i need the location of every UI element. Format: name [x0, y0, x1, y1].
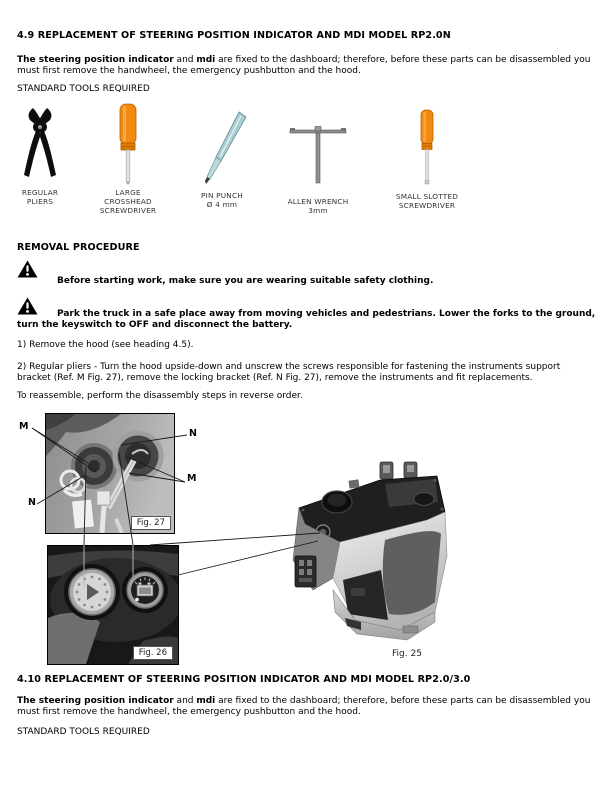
- callout-label-m-top-left: M: [19, 421, 29, 432]
- step-2-line-2: bracket (Ref. M Fig. 27), remove the locking bracket (Ref. N Fig. 27), remove the instruments and fit replacements.: [17, 373, 533, 383]
- removal-procedure-heading: REMOVAL PROCEDURE: [17, 242, 140, 253]
- section-4-10-intro: [17, 696, 601, 718]
- figure-27-caption: Fig. 27: [131, 516, 171, 530]
- figure-25-caption: Fig. 25: [392, 649, 422, 659]
- pliers-label: REGULAR PLIERS: [21, 188, 59, 206]
- slotted-screwdriver-icon: [377, 103, 477, 189]
- warning-triangle-icon-1: [17, 260, 38, 282]
- slotted-screwdriver-label: SMALL SLOTTED SCREWDRIVER: [395, 192, 459, 210]
- section-4-10-heading: 4.10 REPLACEMENT OF STEERING POSITION INDICATOR AND MDI MODEL RP2.0/3.0: [17, 674, 471, 685]
- warning-triangle-icon-2: [17, 297, 38, 319]
- figure-26-caption: Fig. 26: [133, 646, 173, 660]
- figure-27: [45, 413, 175, 534]
- tool-pin-punch: [172, 103, 272, 209]
- warning-2-line-1: Park the truck in a safe place away from moving vehicles and pedestrians. Lower the forks to the ground,: [57, 309, 596, 319]
- intro-line-1: The steering position indicator and mdi are fixed to the dashboard; therefore, before these parts can be disassembled you: [17, 55, 591, 65]
- standard-tools-heading-410: STANDARD TOOLS REQUIRED: [17, 727, 150, 737]
- reassembly-note: To reassemble, perform the disassembly steps in reverse order.: [17, 391, 303, 401]
- figure-25-illustration: [285, 460, 450, 650]
- allen-wrench-label: ALLEN WRENCH 3mm: [287, 197, 349, 215]
- warning-1-text: Before starting work, make sure you are wearing suitable safety clothing.: [57, 276, 434, 286]
- pin-punch-icon: [172, 103, 272, 188]
- intro-410-line-2: must first remove the handwheel, the emergency pushbutton and the hood.: [17, 707, 361, 717]
- pin-punch-label: PIN PUNCH Ø 4 mm: [201, 191, 243, 209]
- crosshead-screwdriver-icon: [82, 103, 174, 185]
- section-4-9-intro: [17, 55, 601, 77]
- warning-2-line-2: turn the keyswitch to OFF and disconnect the battery.: [17, 320, 293, 330]
- step-1: 1) Remove the hood (see heading 4.5).: [17, 340, 194, 350]
- intro-410-bold-steering: The steering position indicator: [17, 696, 174, 706]
- pliers-icon: [0, 103, 80, 185]
- callout-label-n-bottom-left: N: [28, 497, 36, 508]
- allen-wrench-icon: [268, 103, 368, 194]
- intro-line-2: must first remove the handwheel, the emergency pushbutton and the hood.: [17, 66, 361, 76]
- intro-410-line-1: The steering position indicator and mdi are fixed to the dashboard; therefore, before these parts can be disassembled you: [17, 696, 591, 706]
- step-2-line-1: 2) Regular pliers - Turn the hood upside-down and unscrew the screws responsible for fastening the instruments support: [17, 362, 561, 372]
- crosshead-screwdriver-label: LARGE CROSSHEAD SCREWDRIVER: [99, 188, 157, 215]
- intro-bold-mdi: mdi: [196, 55, 216, 65]
- callout-label-n-top-right: N: [189, 428, 197, 439]
- section-4-9-heading: 4.9 REPLACEMENT OF STEERING POSITION INDICATOR AND MDI MODEL RP2.0N: [17, 30, 451, 41]
- callout-label-m-right: M: [187, 473, 197, 484]
- figure-25: [285, 460, 450, 654]
- standard-tools-heading-49: STANDARD TOOLS REQUIRED: [17, 84, 150, 94]
- figure-26: [47, 545, 179, 665]
- intro-bold-steering: The steering position indicator: [17, 55, 174, 65]
- tool-large-crosshead-screwdriver: [82, 103, 174, 215]
- intro-410-bold-mdi: mdi: [196, 696, 216, 706]
- tool-small-slotted-screwdriver: [377, 103, 477, 210]
- tool-regular-pliers: [0, 103, 80, 206]
- tool-allen-wrench: [268, 103, 368, 215]
